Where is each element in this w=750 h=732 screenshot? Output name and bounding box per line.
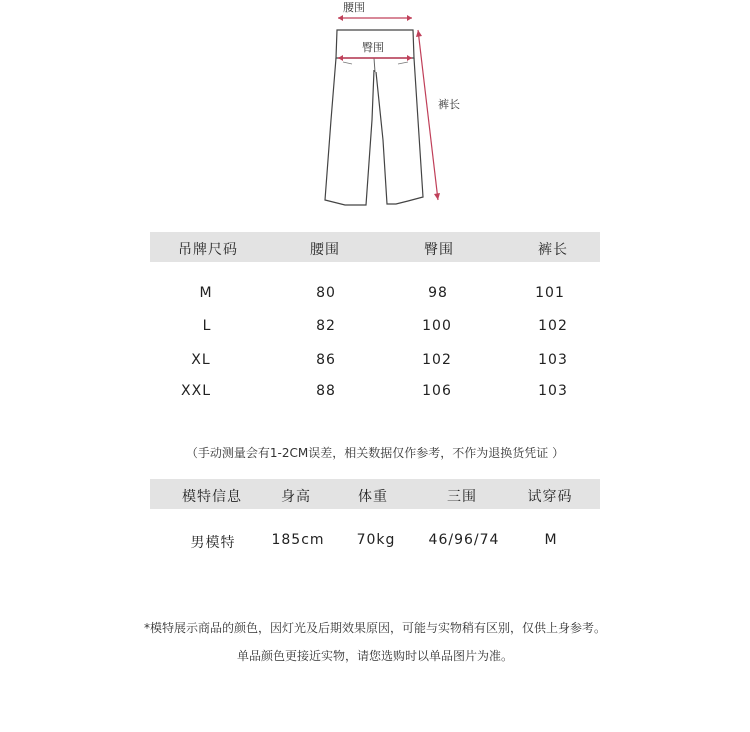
- table-row: [150, 532, 600, 552]
- model-table: [150, 479, 600, 559]
- table-cell: 103: [538, 352, 568, 368]
- table-cell: 88: [316, 383, 336, 399]
- table-cell: 46/96/74: [428, 532, 500, 548]
- table-cell: XXL: [181, 383, 211, 399]
- footnote-reference: 单品颜色更接近实物，请您选购时以单品图片为准。: [236, 649, 513, 663]
- table-cell: 100: [422, 318, 452, 334]
- table-row: [150, 383, 600, 403]
- table-cell: M: [199, 285, 213, 301]
- header-cell: 试穿码: [527, 489, 573, 505]
- table-cell: 101: [535, 285, 565, 301]
- waist-label: 腰围: [343, 1, 365, 14]
- pants-outline-icon: [0, 0, 750, 215]
- header-cell: 裤长: [538, 242, 568, 258]
- header-cell: 身高: [281, 489, 311, 505]
- table-row: [150, 318, 600, 338]
- table-cell: 185cm: [271, 532, 325, 548]
- table-cell: 80: [316, 285, 336, 301]
- table-cell: 103: [538, 383, 568, 399]
- table-cell: 106: [422, 383, 452, 399]
- model-table-header: [150, 479, 600, 509]
- table-cell: L: [202, 318, 212, 334]
- table-cell: 86: [316, 352, 336, 368]
- table-cell: 102: [538, 318, 568, 334]
- size-table: [150, 232, 600, 412]
- header-cell: 体重: [358, 489, 388, 505]
- table-cell: 102: [422, 352, 452, 368]
- table-cell: 70kg: [356, 532, 396, 548]
- pants-diagram: [0, 0, 750, 215]
- header-cell: 吊牌尺码: [178, 242, 238, 258]
- table-row: [150, 352, 600, 372]
- table-cell: 82: [316, 318, 336, 334]
- footnote-color: *模特展示商品的颜色，因灯光及后期效果原因，可能与实物稍有区别，仅供上身参考。: [143, 621, 606, 635]
- table-cell: XL: [191, 352, 211, 368]
- measure-note: （手动测量会有1-2CM误差，相关数据仅作参考，不作为退换货凭证 ）: [185, 446, 565, 460]
- size-table-header: [150, 232, 600, 262]
- table-cell: M: [544, 532, 558, 548]
- length-label: 裤长: [438, 98, 460, 111]
- table-cell: 98: [428, 285, 448, 301]
- table-cell: 男模特: [190, 535, 236, 551]
- header-cell: 模特信息: [182, 489, 242, 505]
- table-row: [150, 285, 600, 305]
- header-cell: 臀围: [424, 242, 454, 258]
- header-cell: 三围: [447, 489, 477, 505]
- header-cell: 腰围: [310, 242, 340, 258]
- hip-label: 臀围: [362, 41, 384, 54]
